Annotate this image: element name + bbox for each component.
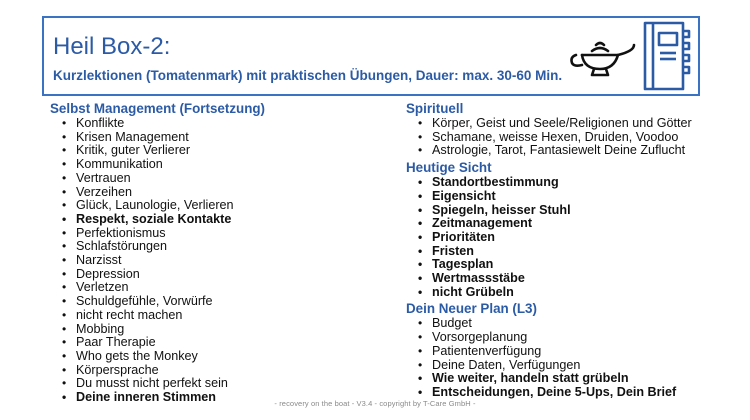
list-item: • Entscheidungen, Deine 5-Ups, Dein Brief [432,386,736,400]
list-item: • Tagesplan [432,258,736,272]
list-item: • Schlafstörungen [76,240,370,254]
list-item: • Verletzen [76,281,370,295]
list-item: • Wertmassstäbe [432,272,736,286]
left-column [50,101,370,405]
list-item: • Wie weiter, handeln statt grübeln [432,372,736,386]
list-item: • Spiegeln, heisser Stuhl [432,204,736,218]
list-item: • Depression [76,268,370,282]
footer-copyright: - recovery on the boat - V3.4 - copyright by T-Care GmbH - [274,399,476,408]
list-item: • Patientenverfügung [432,345,736,359]
page-title: Heil Box-2: [53,33,171,60]
list-item: • Respekt, soziale Kontakte [76,213,370,227]
spirituell-list [406,117,736,158]
list-item: • nicht recht machen [76,309,370,323]
list-item: • Who gets the Monkey [76,350,370,364]
heutige-sicht-list [406,176,736,299]
section-heading-heutige-sicht: Heutige Sicht [406,160,492,176]
selbst-management-list [50,117,370,405]
list-item: • Krisen Management [76,131,370,145]
magic-lamp-icon [568,41,636,79]
list-item: • Konflikte [76,117,370,131]
list-item: • Schamane, weisse Hexen, Druiden, Voodoo [432,131,736,145]
list-item: • Schuldgefühle, Vorwürfe [76,295,370,309]
section-heading-dein-neuer-plan: Dein Neuer Plan (L3) [406,301,537,317]
dein-neuer-plan-list [406,317,736,399]
list-item: • Vorsorgeplanung [432,331,736,345]
list-item: • Astrologie, Tarot, Fantasiewelt Deine Zuflucht [432,144,736,158]
list-item: • Kommunikation [76,158,370,172]
list-item: • Körper, Geist und Seele/Religionen und Götter [432,117,736,131]
list-item: • Du musst nicht perfekt sein [76,377,370,391]
list-item: • Perfektionismus [76,227,370,241]
list-item: • Prioritäten [432,231,736,245]
list-item: • Deine Daten, Verfügungen [432,359,736,373]
list-item: • Glück, Launologie, Verlieren [76,199,370,213]
section-heading-spirituell: Spirituell [406,101,464,116]
list-item: • Vertrauen [76,172,370,186]
list-item: • Zeitmanagement [432,217,736,231]
book-icon [642,21,694,93]
list-item: • Verzeihen [76,186,370,200]
list-item: • nicht Grübeln [432,286,736,300]
list-item: • Standortbestimmung [432,176,736,190]
list-item: • Budget [432,317,736,331]
list-item: • Deine inneren Stimmen [76,391,370,405]
list-item: • Paar Therapie [76,336,370,350]
right-column [406,101,736,400]
header-box [42,16,700,96]
list-item: • Eigensicht [432,190,736,204]
list-item: • Kritik, guter Verlierer [76,144,370,158]
page-subtitle: Kurzlektionen (Tomatenmark) mit praktischen Übungen, Dauer: max. 30-60 Min. [53,68,563,83]
list-item: • Narzisst [76,254,370,268]
list-item: • Körpersprache [76,364,370,378]
list-item: • Fristen [432,245,736,259]
section-heading-selbst-management: Selbst Management (Fortsetzung) [50,101,266,116]
list-item: • Mobbing [76,323,370,337]
